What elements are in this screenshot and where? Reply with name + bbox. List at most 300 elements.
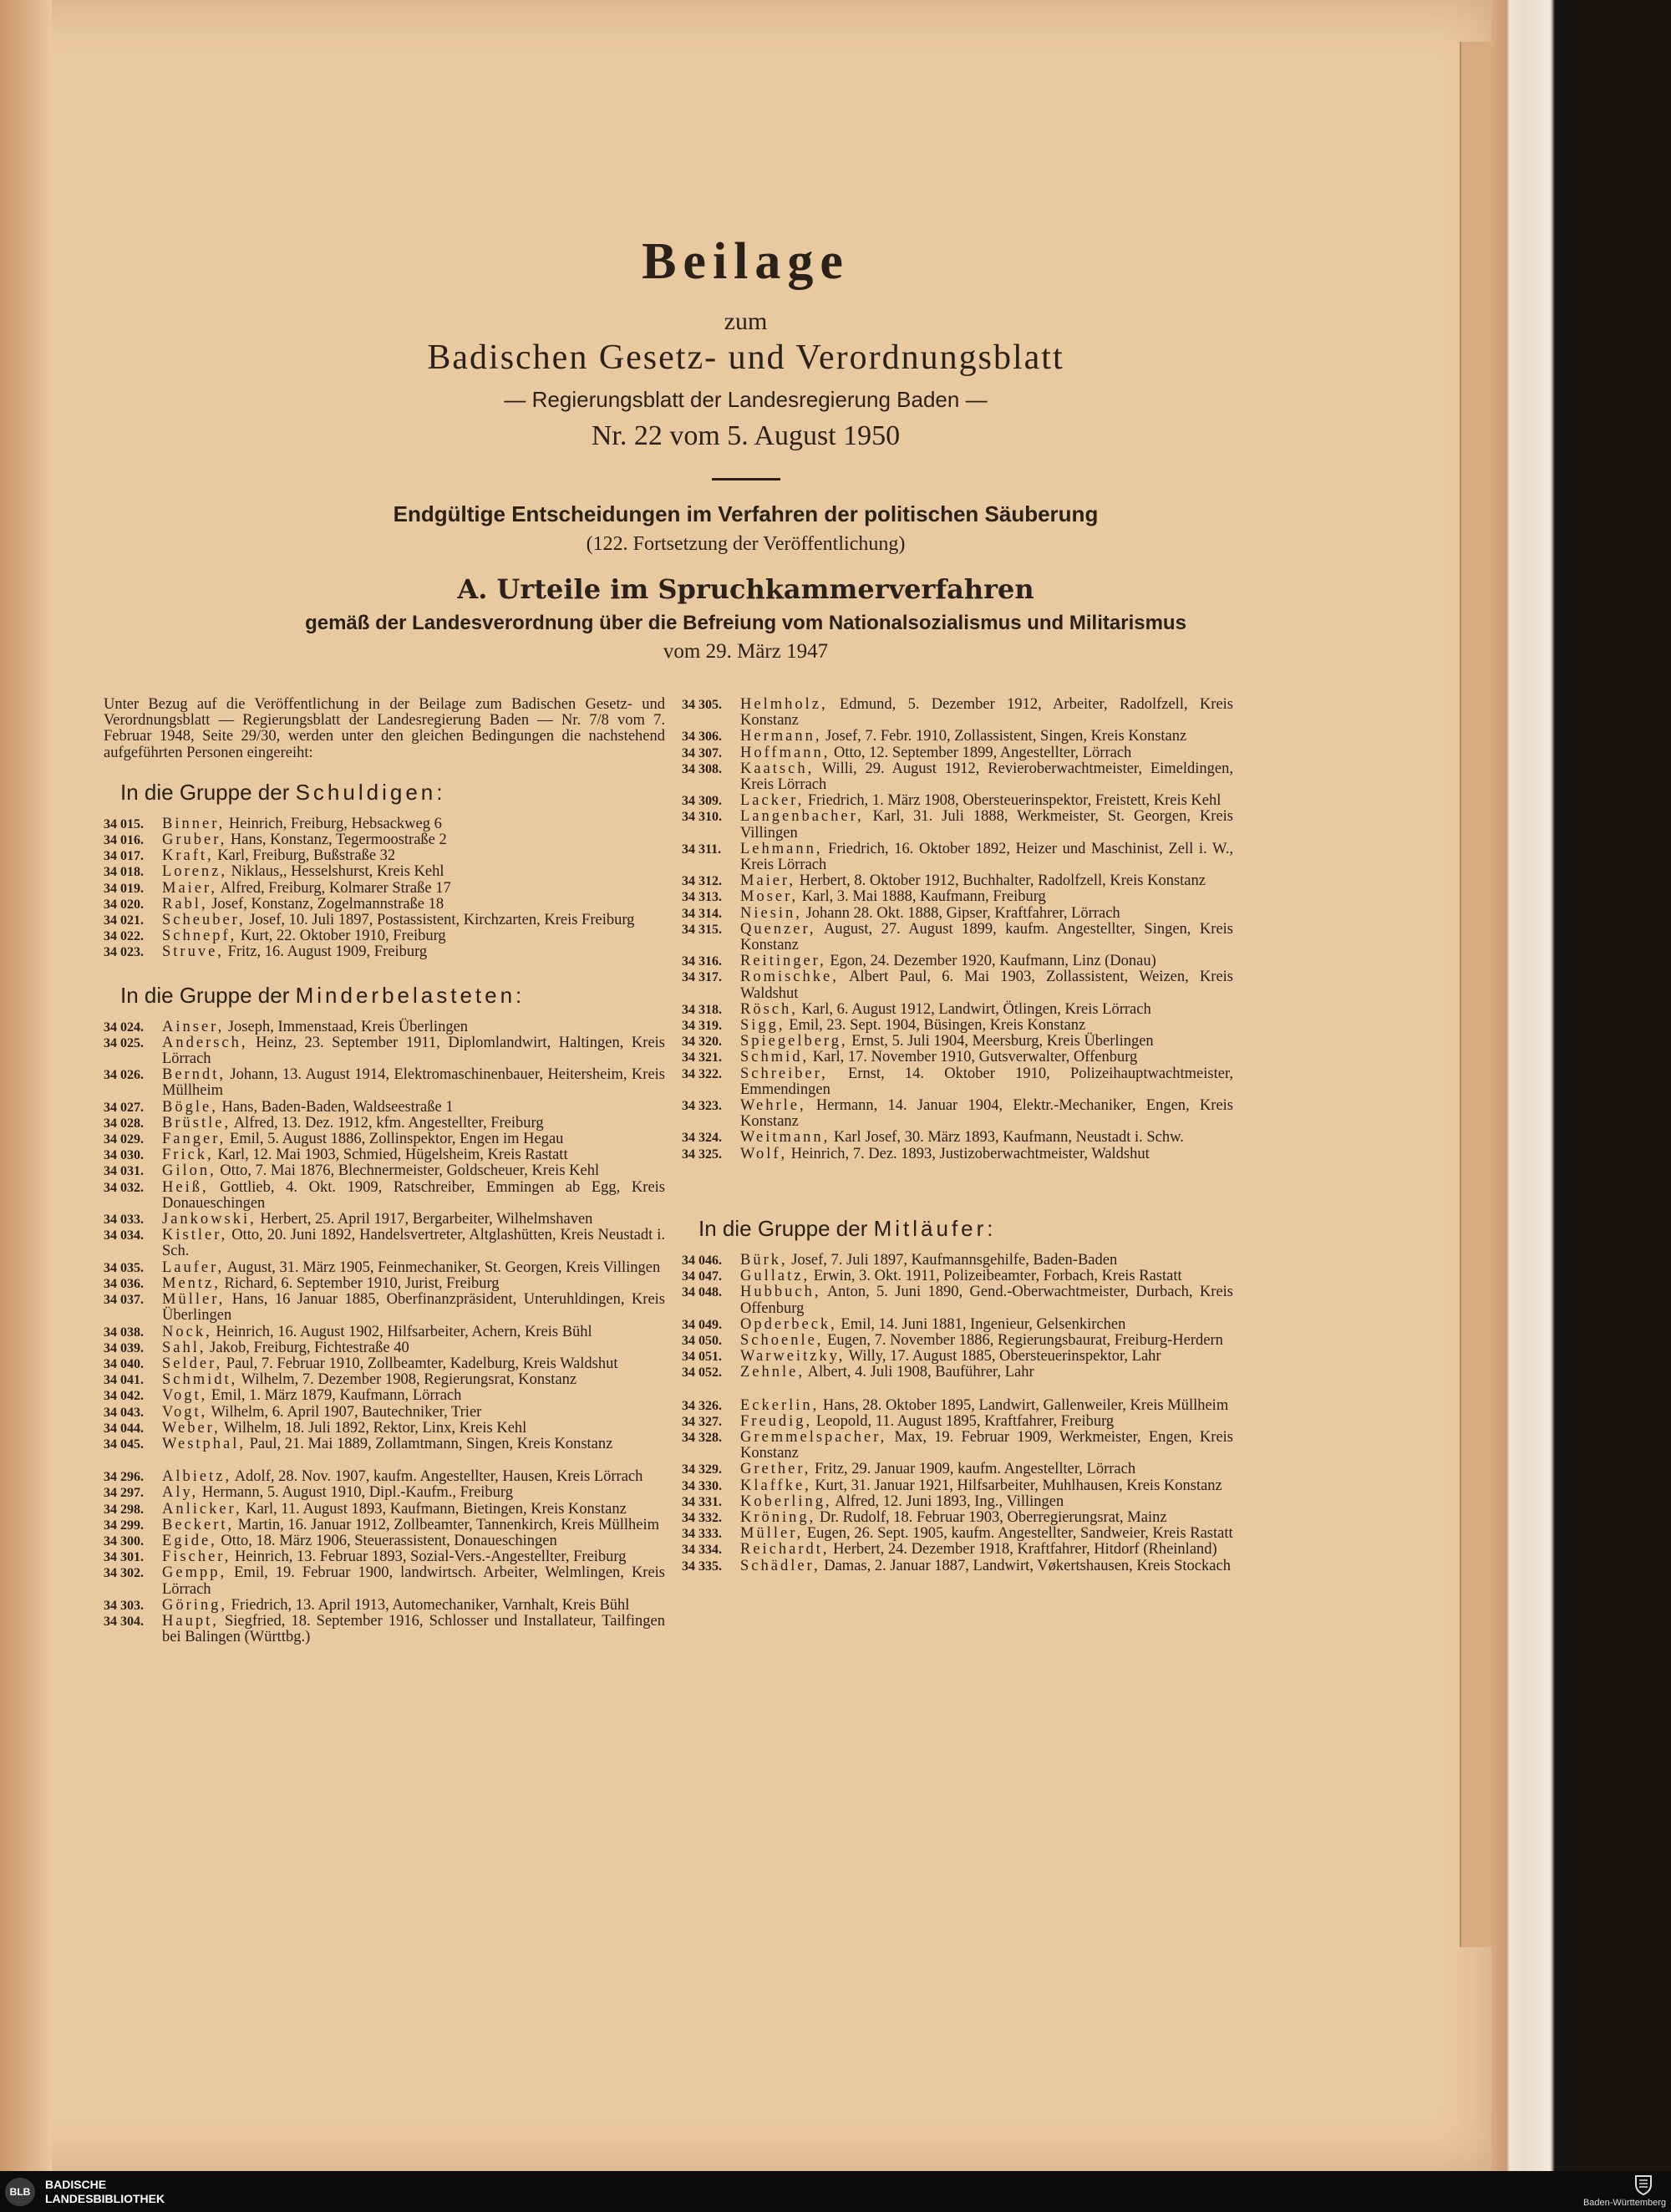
person-name: Maier, <box>162 879 218 897</box>
list-item <box>104 881 665 897</box>
entry-text <box>740 1002 1233 1018</box>
entry-number: 34 331. <box>682 1494 722 1509</box>
list-item <box>682 922 1233 953</box>
person-name: Egide, <box>162 1532 217 1549</box>
entry-number: 34 052. <box>682 1365 722 1381</box>
person-name: Vogt, <box>162 1403 208 1421</box>
title-connector: zum <box>724 308 768 335</box>
entry-number: 34 303. <box>104 1598 144 1613</box>
person-details: Heinrich, 16. August 1902, Hilfsarbeiter, Achern, Kreis Bühl <box>216 1323 592 1340</box>
list-item <box>104 1163 665 1179</box>
person-details: Otto, 20. Juni 1892, Handelsvertreter, Altglashütten, Kreis Neustadt i. Sch. <box>162 1227 666 1260</box>
list-item <box>104 1372 665 1388</box>
list-item <box>104 1020 665 1035</box>
list-item <box>682 842 1233 873</box>
entry-text <box>162 1356 665 1372</box>
list-item <box>104 913 665 928</box>
document-title: Beilage <box>642 233 850 290</box>
list-item <box>104 832 665 848</box>
entry-text <box>740 1510 1233 1526</box>
list-item <box>682 1526 1233 1542</box>
person-name: Westphal, <box>162 1435 246 1452</box>
entry-number: 34 327. <box>682 1414 722 1429</box>
entry-number: 34 032. <box>104 1180 144 1195</box>
person-details: Erwin, 3. Okt. 1911, Polizeibeamter, Forbach, Kreis Rastatt <box>813 1268 1182 1285</box>
entry-text <box>740 1130 1233 1146</box>
person-name: Struve, <box>162 943 224 961</box>
entry-text <box>162 1163 665 1179</box>
entry-text <box>740 1269 1233 1284</box>
entry-text <box>162 1020 665 1035</box>
entry-text <box>740 1494 1233 1510</box>
entry-number: 34 018. <box>104 865 144 880</box>
entry-text <box>740 873 1233 889</box>
person-details: Eugen, 7. November 1886, Regierungsbaurat, Freiburg-Herdern <box>827 1331 1223 1349</box>
entry-number: 34 306. <box>682 730 722 745</box>
entry-number: 34 300. <box>104 1533 144 1548</box>
entry-number: 34 312. <box>682 874 722 889</box>
entry-text <box>740 729 1233 745</box>
entry-number: 34 311. <box>682 842 722 857</box>
person-details: Otto, 7. Mai 1876, Blechnermeister, Goldscheuer, Kreis Kehl <box>220 1162 600 1180</box>
person-details: Siegfried, 18. September 1916, Schlosser und Installateur, Tailfingen bei Balingen (Württbg.) <box>162 1612 665 1646</box>
list-item <box>104 1147 665 1163</box>
person-details: Karl, 6. August 1912, Landwirt, Ötlingen, Kreis Lörrach <box>801 1000 1151 1018</box>
entry-number: 34 324. <box>682 1131 722 1146</box>
entry-number: 34 026. <box>104 1068 144 1083</box>
person-name: Lorenz, <box>162 863 228 881</box>
entry-text <box>740 1050 1233 1065</box>
list-item <box>682 1130 1233 1146</box>
person-name: Albietz, <box>162 1468 232 1486</box>
entry-text <box>162 1614 665 1645</box>
entry-text <box>162 1421 665 1437</box>
person-name: Fischer, <box>162 1548 231 1566</box>
gazette-title: Badischen Gesetz- und Verordnungsblatt <box>427 338 1064 377</box>
entry-number: 34 045. <box>104 1437 144 1452</box>
person-details: August, 31. März 1905, Feinmechaniker, St. Georgen, Kreis Villingen <box>226 1259 661 1276</box>
entry-number: 34 301. <box>104 1550 144 1565</box>
person-name: Sahl, <box>162 1339 206 1356</box>
person-details: Ernst, 5. Juli 1904, Meersburg, Kreis Überlingen <box>851 1033 1154 1050</box>
list-item <box>104 848 665 864</box>
entry-text <box>162 1437 665 1452</box>
list-item <box>682 1284 1233 1316</box>
entry-number: 34 326. <box>682 1398 722 1413</box>
person-details: Friedrich, 13. April 1913, Automechaniker, Varnhalt, Kreis Bühl <box>231 1596 630 1614</box>
state-label: Baden-Württemberg <box>1582 2198 1666 2208</box>
person-details: Max, 19. Februar 1909, Werkmeister, Engen, Kreis Konstanz <box>740 1428 1233 1462</box>
entry-number: 34 042. <box>104 1389 144 1404</box>
entry-text <box>162 1212 665 1228</box>
person-name: Frick, <box>162 1147 214 1164</box>
list-item <box>682 1542 1233 1558</box>
entry-text <box>740 697 1233 729</box>
entry-number: 34 024. <box>104 1020 144 1035</box>
person-details: Leopold, 11. August 1895, Kraftfahrer, Freiburg <box>815 1412 1115 1430</box>
entry-text <box>162 1325 665 1340</box>
entry-number: 34 323. <box>682 1099 722 1114</box>
entry-number: 34 017. <box>104 849 144 864</box>
list-item <box>104 1276 665 1292</box>
person-name: Gilon, <box>162 1162 216 1180</box>
person-details: Karl, 17. November 1910, Gutsverwalter, Offenburg <box>812 1049 1138 1066</box>
person-details: Edmund, 5. Dezember 1912, Arbeiter, Radolfzell, Kreis Konstanz <box>740 696 1233 730</box>
person-details: Alfred, 12. Juni 1893, Ing., Villingen <box>835 1492 1064 1510</box>
person-name: Opderbeck, <box>740 1315 837 1333</box>
entry-text <box>162 1565 665 1597</box>
person-details: Hans, 28. Oktober 1895, Landwirt, Gallenweiler, Kreis Müllheim <box>822 1396 1229 1414</box>
person-details: Heinrich, 7. Dez. 1893, Justizoberwachtmeister, Waldshut <box>790 1145 1150 1162</box>
entry-text <box>740 1098 1233 1130</box>
entry-text <box>162 1228 665 1259</box>
list-item <box>104 1614 665 1645</box>
person-details: Herbert, 25. April 1917, Bergarbeiter, Wilhelmshaven <box>260 1211 593 1228</box>
entry-text <box>740 761 1233 793</box>
entry-text <box>740 1147 1233 1162</box>
list-item <box>682 1317 1233 1333</box>
entry-text <box>740 922 1233 953</box>
entry-text <box>162 897 665 913</box>
person-details: Fritz, 16. August 1909, Freiburg <box>227 943 428 961</box>
person-name: Gempp, <box>162 1564 227 1582</box>
decisions-subtitle: (122. Fortsetzung der Veröffentlichung) <box>586 533 906 555</box>
person-name: Hermann, <box>740 728 822 745</box>
person-name: Grether, <box>740 1461 811 1478</box>
entry-text <box>740 1317 1233 1333</box>
entry-number: 34 025. <box>104 1035 144 1050</box>
entry-number: 34 047. <box>682 1269 722 1284</box>
list-item <box>682 1269 1233 1284</box>
entry-text <box>162 1292 665 1324</box>
list-item <box>104 1533 665 1549</box>
person-name: Nock, <box>162 1323 212 1340</box>
entry-number: 34 335. <box>682 1559 722 1574</box>
list-item <box>682 1430 1233 1462</box>
person-name: Laufer, <box>162 1259 225 1276</box>
person-details: Hans, Konstanz, Tegermoostraße 2 <box>230 831 447 849</box>
entry-list <box>104 816 665 961</box>
person-name: Maier, <box>740 872 796 890</box>
person-name: Warweitzky, <box>740 1348 846 1365</box>
person-details: Herbert, 8. Oktober 1912, Buchhalter, Radolfzell, Kreis Konstanz <box>799 872 1206 890</box>
list-item <box>104 1131 665 1147</box>
list-item <box>682 1478 1233 1494</box>
section-a-heading: A. Urteile im Spruchkammerverfahren <box>457 573 1034 605</box>
person-details: Gottlieb, 4. Okt. 1909, Ratschreiber, Emmingen ab Egg, Kreis Donaueschingen <box>162 1178 665 1212</box>
person-details: Hermann, 14. Januar 1904, Elektr.-Mechaniker, Engen, Kreis Konstanz <box>740 1097 1234 1131</box>
person-details: Niklaus,, Hesselshurst, Kreis Kehl <box>231 863 444 881</box>
entry-list <box>682 1398 1233 1574</box>
group-prefix: In die Gruppe der <box>120 982 290 1008</box>
list-item <box>682 889 1233 905</box>
person-name: Göring, <box>162 1596 228 1614</box>
section-a-subtitle: gemäß der Landesverordnung über die Befreiung vom Nationalsozialismus und Militarismus <box>305 612 1186 634</box>
list-item <box>682 697 1233 729</box>
person-name: Rabl, <box>162 895 208 913</box>
entry-text <box>162 1147 665 1163</box>
list-item <box>104 944 665 960</box>
entry-number: 34 333. <box>682 1527 722 1542</box>
section-a-date: vom 29. März 1947 <box>663 640 829 663</box>
entry-number: 34 022. <box>104 929 144 944</box>
entry-text <box>740 1253 1233 1269</box>
list-item <box>104 1518 665 1533</box>
list-item <box>104 864 665 880</box>
person-name: Reitinger, <box>740 953 826 970</box>
entry-text <box>162 1067 665 1099</box>
list-item <box>104 1325 665 1340</box>
entry-number: 34 322. <box>682 1066 722 1081</box>
library-name[interactable] <box>45 2178 165 2206</box>
person-name: Schmidt, <box>162 1371 238 1389</box>
person-name: Hubbuch, <box>740 1284 821 1301</box>
entry-number: 34 034. <box>104 1228 144 1243</box>
list-item <box>682 906 1233 922</box>
person-name: Aly, <box>162 1484 199 1502</box>
person-name: Reichardt, <box>740 1541 830 1559</box>
person-details: Egon, 24. Dezember 1920, Kaufmann, Linz (Donau) <box>830 953 1156 970</box>
person-name: Haupt, <box>162 1612 219 1630</box>
issue-number: Nr. 22 vom 5. August 1950 <box>591 420 901 451</box>
entry-text <box>162 1180 665 1212</box>
entry-number: 34 310. <box>682 810 722 825</box>
person-details: Emil, 19. Februar 1900, landwirtsch. Arbeiter, Welmlingen, Kreis Lörrach <box>162 1564 666 1598</box>
entry-number: 34 329. <box>682 1462 722 1477</box>
entry-text <box>162 913 665 928</box>
person-name: Anlicker, <box>162 1500 242 1518</box>
list-item <box>104 1340 665 1356</box>
entry-number: 34 027. <box>104 1100 144 1115</box>
entry-text <box>162 1405 665 1421</box>
person-name: Kistler, <box>162 1227 228 1244</box>
entry-text <box>162 1035 665 1067</box>
entry-text <box>740 1365 1233 1381</box>
entry-number: 34 031. <box>104 1164 144 1179</box>
person-name: Schnepf, <box>162 928 237 945</box>
person-details: Ernst, 14. Oktober 1910, Polizeihauptwachtmeister, Emmendingen <box>740 1065 1233 1098</box>
person-details: Friedrich, 16. Oktober 1892, Heizer und Maschinist, Zell i. W., Kreis Lörrach <box>740 840 1234 874</box>
entry-text <box>162 1388 665 1404</box>
person-details: Wilhelm, 6. April 1907, Bautechniker, Trier <box>211 1403 482 1421</box>
person-details: Eugen, 26. Sept. 1905, kaufm. Angestellter, Sandweier, Kreis Rastatt <box>806 1525 1233 1543</box>
list-item <box>104 928 665 944</box>
person-details: Josef, Konstanz, Zogelmannstraße 18 <box>211 895 444 913</box>
person-details: Damas, 2. Januar 1887, Landwirt, Vøkertshausen, Kreis Stockach <box>824 1557 1231 1574</box>
person-name: Quenzer, <box>740 920 816 938</box>
list-item <box>682 761 1233 793</box>
list-item <box>682 873 1233 889</box>
entry-text <box>162 944 665 960</box>
person-details: Emil, 14. Juni 1881, Ingenieur, Gelsenkirchen <box>841 1315 1126 1333</box>
entry-text <box>740 1478 1233 1494</box>
entry-number: 34 319. <box>682 1019 722 1034</box>
entry-text <box>162 928 665 944</box>
person-details: Hermann, 5. August 1910, Dipl.-Kaufm., Freiburg <box>201 1484 513 1502</box>
list-item <box>682 1494 1233 1510</box>
list-item <box>104 1260 665 1276</box>
person-name: Jankowski, <box>162 1211 256 1228</box>
person-name: Gruber, <box>162 831 227 849</box>
person-details: Karl Josef, 30. März 1893, Kaufmann, Neustadt i. Schw. <box>833 1129 1184 1147</box>
entry-number: 34 313. <box>682 890 722 905</box>
entry-text <box>162 1533 665 1549</box>
person-details: Jakob, Freiburg, Fichtestraße 40 <box>210 1339 409 1356</box>
list-item <box>104 1437 665 1452</box>
entry-text <box>740 1284 1233 1316</box>
entry-number: 34 019. <box>104 881 144 896</box>
list-item <box>104 1421 665 1437</box>
entry-number: 34 048. <box>682 1285 722 1300</box>
person-details: Friedrich, 1. März 1908, Obersteuerinspektor, Freistett, Kreis Kehl <box>807 792 1222 810</box>
person-details: Willy, 17. August 1885, Obersteuerinspektor, Lahr <box>848 1348 1161 1365</box>
list-item <box>104 1549 665 1565</box>
book-edge <box>1491 0 1671 2171</box>
entry-text <box>162 816 665 832</box>
person-details: Emil, 1. März 1879, Kaufmann, Lörrach <box>211 1387 462 1405</box>
person-details: Johann, 13. August 1914, Elektromaschinenbauer, Heitersheim, Kreis Müllheim <box>162 1066 665 1100</box>
list-item <box>682 1018 1233 1034</box>
entry-text <box>162 1518 665 1533</box>
person-details: Alfred, 13. Dez. 1912, kfm. Angestellter, Freiburg <box>233 1114 544 1131</box>
list-item <box>104 1405 665 1421</box>
list-item <box>104 1356 665 1372</box>
group-name: Schuldigen: <box>295 779 446 805</box>
list-item <box>104 1469 665 1485</box>
person-details: Martin, 16. Januar 1912, Zollbeamter, Tannenkirch, Kreis Müllheim <box>237 1516 659 1533</box>
entry-text <box>740 1430 1233 1462</box>
list-item <box>104 1100 665 1116</box>
person-name: Schreiber, <box>740 1065 828 1082</box>
entry-number: 34 330. <box>682 1478 722 1493</box>
entry-number: 34 321. <box>682 1050 722 1065</box>
entry-number: 34 332. <box>682 1510 722 1525</box>
gazette-subtitle: — Regierungsblatt der Landesregierung Baden — <box>504 387 988 412</box>
person-name: Schoenle, <box>740 1331 824 1349</box>
entry-number: 34 040. <box>104 1356 144 1371</box>
person-name: Brüstle, <box>162 1114 231 1131</box>
list-item <box>682 1365 1233 1381</box>
list-item <box>104 816 665 832</box>
person-name: Fanger, <box>162 1131 226 1148</box>
list-item <box>682 1253 1233 1269</box>
person-details: Kurt, 31. Januar 1921, Hilfsarbeiter, Muhlhausen, Kreis Konstanz <box>815 1477 1222 1494</box>
entry-number: 34 021. <box>104 913 144 928</box>
entry-text <box>162 1598 665 1614</box>
list-item <box>682 1510 1233 1526</box>
entry-text <box>740 1034 1233 1050</box>
entry-number: 34 309. <box>682 794 722 809</box>
entry-number: 34 305. <box>682 698 722 712</box>
list-item <box>104 1485 665 1501</box>
group-prefix: In die Gruppe der <box>120 779 290 805</box>
person-name: Ainser, <box>162 1018 225 1035</box>
person-details: Karl, 12. Mai 1903, Schmied, Hügelsheim, Kreis Rastatt <box>217 1147 568 1164</box>
entry-text <box>162 1131 665 1147</box>
person-name: Gremmelspacher, <box>740 1428 887 1446</box>
person-name: Wolf, <box>740 1145 788 1162</box>
entry-text <box>162 1502 665 1518</box>
person-name: Scheuber, <box>162 912 246 929</box>
group-heading-minderbelastete <box>120 983 665 1008</box>
person-details: Fritz, 29. Januar 1909, kaufm. Angestellter, Lörrach <box>815 1461 1136 1478</box>
entry-number: 34 297. <box>104 1486 144 1501</box>
entry-number: 34 334. <box>682 1543 722 1558</box>
list-item <box>682 1098 1233 1130</box>
entry-number: 34 043. <box>104 1405 144 1420</box>
person-details: Hans, Baden-Baden, Waldseestraße 1 <box>221 1098 454 1116</box>
person-name: Niesin, <box>740 904 802 922</box>
entry-text <box>162 1372 665 1388</box>
person-name: Kaatsch, <box>740 760 815 777</box>
entry-number: 34 320. <box>682 1035 722 1050</box>
entry-number: 34 044. <box>104 1421 144 1436</box>
list-item <box>682 1559 1233 1574</box>
entry-list <box>682 697 1233 1162</box>
list-item <box>682 1349 1233 1365</box>
list-item <box>682 793 1233 809</box>
group-name: Minderbelasteten: <box>295 982 526 1008</box>
person-name: Bögle, <box>162 1098 218 1116</box>
person-name: Wehrle, <box>740 1097 806 1115</box>
list-item <box>682 1398 1233 1414</box>
person-details: Adolf, 28. Nov. 1907, kaufm. Angestellter, Hausen, Kreis Lörrach <box>234 1468 643 1486</box>
person-details: Herbert, 24. Dezember 1918, Kraftfahrer, Hitdorf (Rheinland) <box>833 1541 1217 1559</box>
person-details: August, 27. August 1899, kaufm. Angestellter, Singen, Kreis Konstanz <box>740 920 1233 954</box>
entry-number: 34 049. <box>682 1317 722 1332</box>
person-name: Schädler, <box>740 1557 820 1574</box>
person-details: Otto, 12. September 1899, Angestellter, Lörrach <box>833 744 1132 761</box>
list-item <box>104 897 665 913</box>
person-name: Müller, <box>740 1525 804 1543</box>
entry-number: 34 046. <box>682 1253 722 1268</box>
entry-text <box>740 889 1233 905</box>
entry-number: 34 028. <box>104 1116 144 1131</box>
person-name: Beckert, <box>162 1516 235 1533</box>
blb-logo-icon[interactable]: BLB <box>5 2178 35 2206</box>
person-name: Schmid, <box>740 1049 810 1066</box>
entry-text <box>162 1485 665 1501</box>
entry-text <box>740 969 1233 1001</box>
group-heading-mitlaeufer <box>698 1216 1233 1241</box>
list-item <box>682 1034 1233 1050</box>
person-details: Josef, 10. Juli 1897, Postassistent, Kirchzarten, Kreis Freiburg <box>249 912 635 929</box>
library-name-line2: LANDESBIBLIOTHEK <box>45 2192 165 2205</box>
person-details: Hans, 16 Januar 1885, Oberfinanzpräsident, Unteruhldingen, Kreis Überlingen <box>162 1291 665 1325</box>
person-name: Andersch, <box>162 1034 248 1051</box>
person-details: Karl, 3. Mai 1888, Kaufmann, Freiburg <box>801 888 1046 906</box>
person-details: Kurt, 22. Oktober 1910, Freiburg <box>240 928 446 945</box>
list-item <box>104 1035 665 1067</box>
entry-text <box>740 1398 1233 1414</box>
person-details: Emil, 5. August 1886, Zollinspektor, Engen im Hegau <box>229 1131 564 1148</box>
right-column <box>682 697 1233 1574</box>
entry-list <box>104 1469 665 1645</box>
entry-text <box>162 1340 665 1356</box>
entry-number: 34 304. <box>104 1614 144 1629</box>
entry-text <box>740 1018 1233 1034</box>
person-details: Willi, 29. August 1912, Revieroberwachtmeister, Eimeldingen, Kreis Lörrach <box>740 760 1233 794</box>
left-column <box>104 697 665 1645</box>
decisions-heading: Endgültige Entscheidungen im Verfahren der politischen Säuberung <box>393 501 1099 526</box>
person-name: Freudig, <box>740 1412 813 1430</box>
entry-number: 34 314. <box>682 906 722 921</box>
person-details: Anton, 5. Juni 1890, Gend.-Oberwachtmeister, Durbach, Kreis Offenburg <box>740 1284 1234 1317</box>
list-item <box>682 809 1233 841</box>
person-name: Rösch, <box>740 1000 798 1018</box>
person-name: Berndt, <box>162 1066 226 1084</box>
entry-number: 34 316. <box>682 954 722 969</box>
